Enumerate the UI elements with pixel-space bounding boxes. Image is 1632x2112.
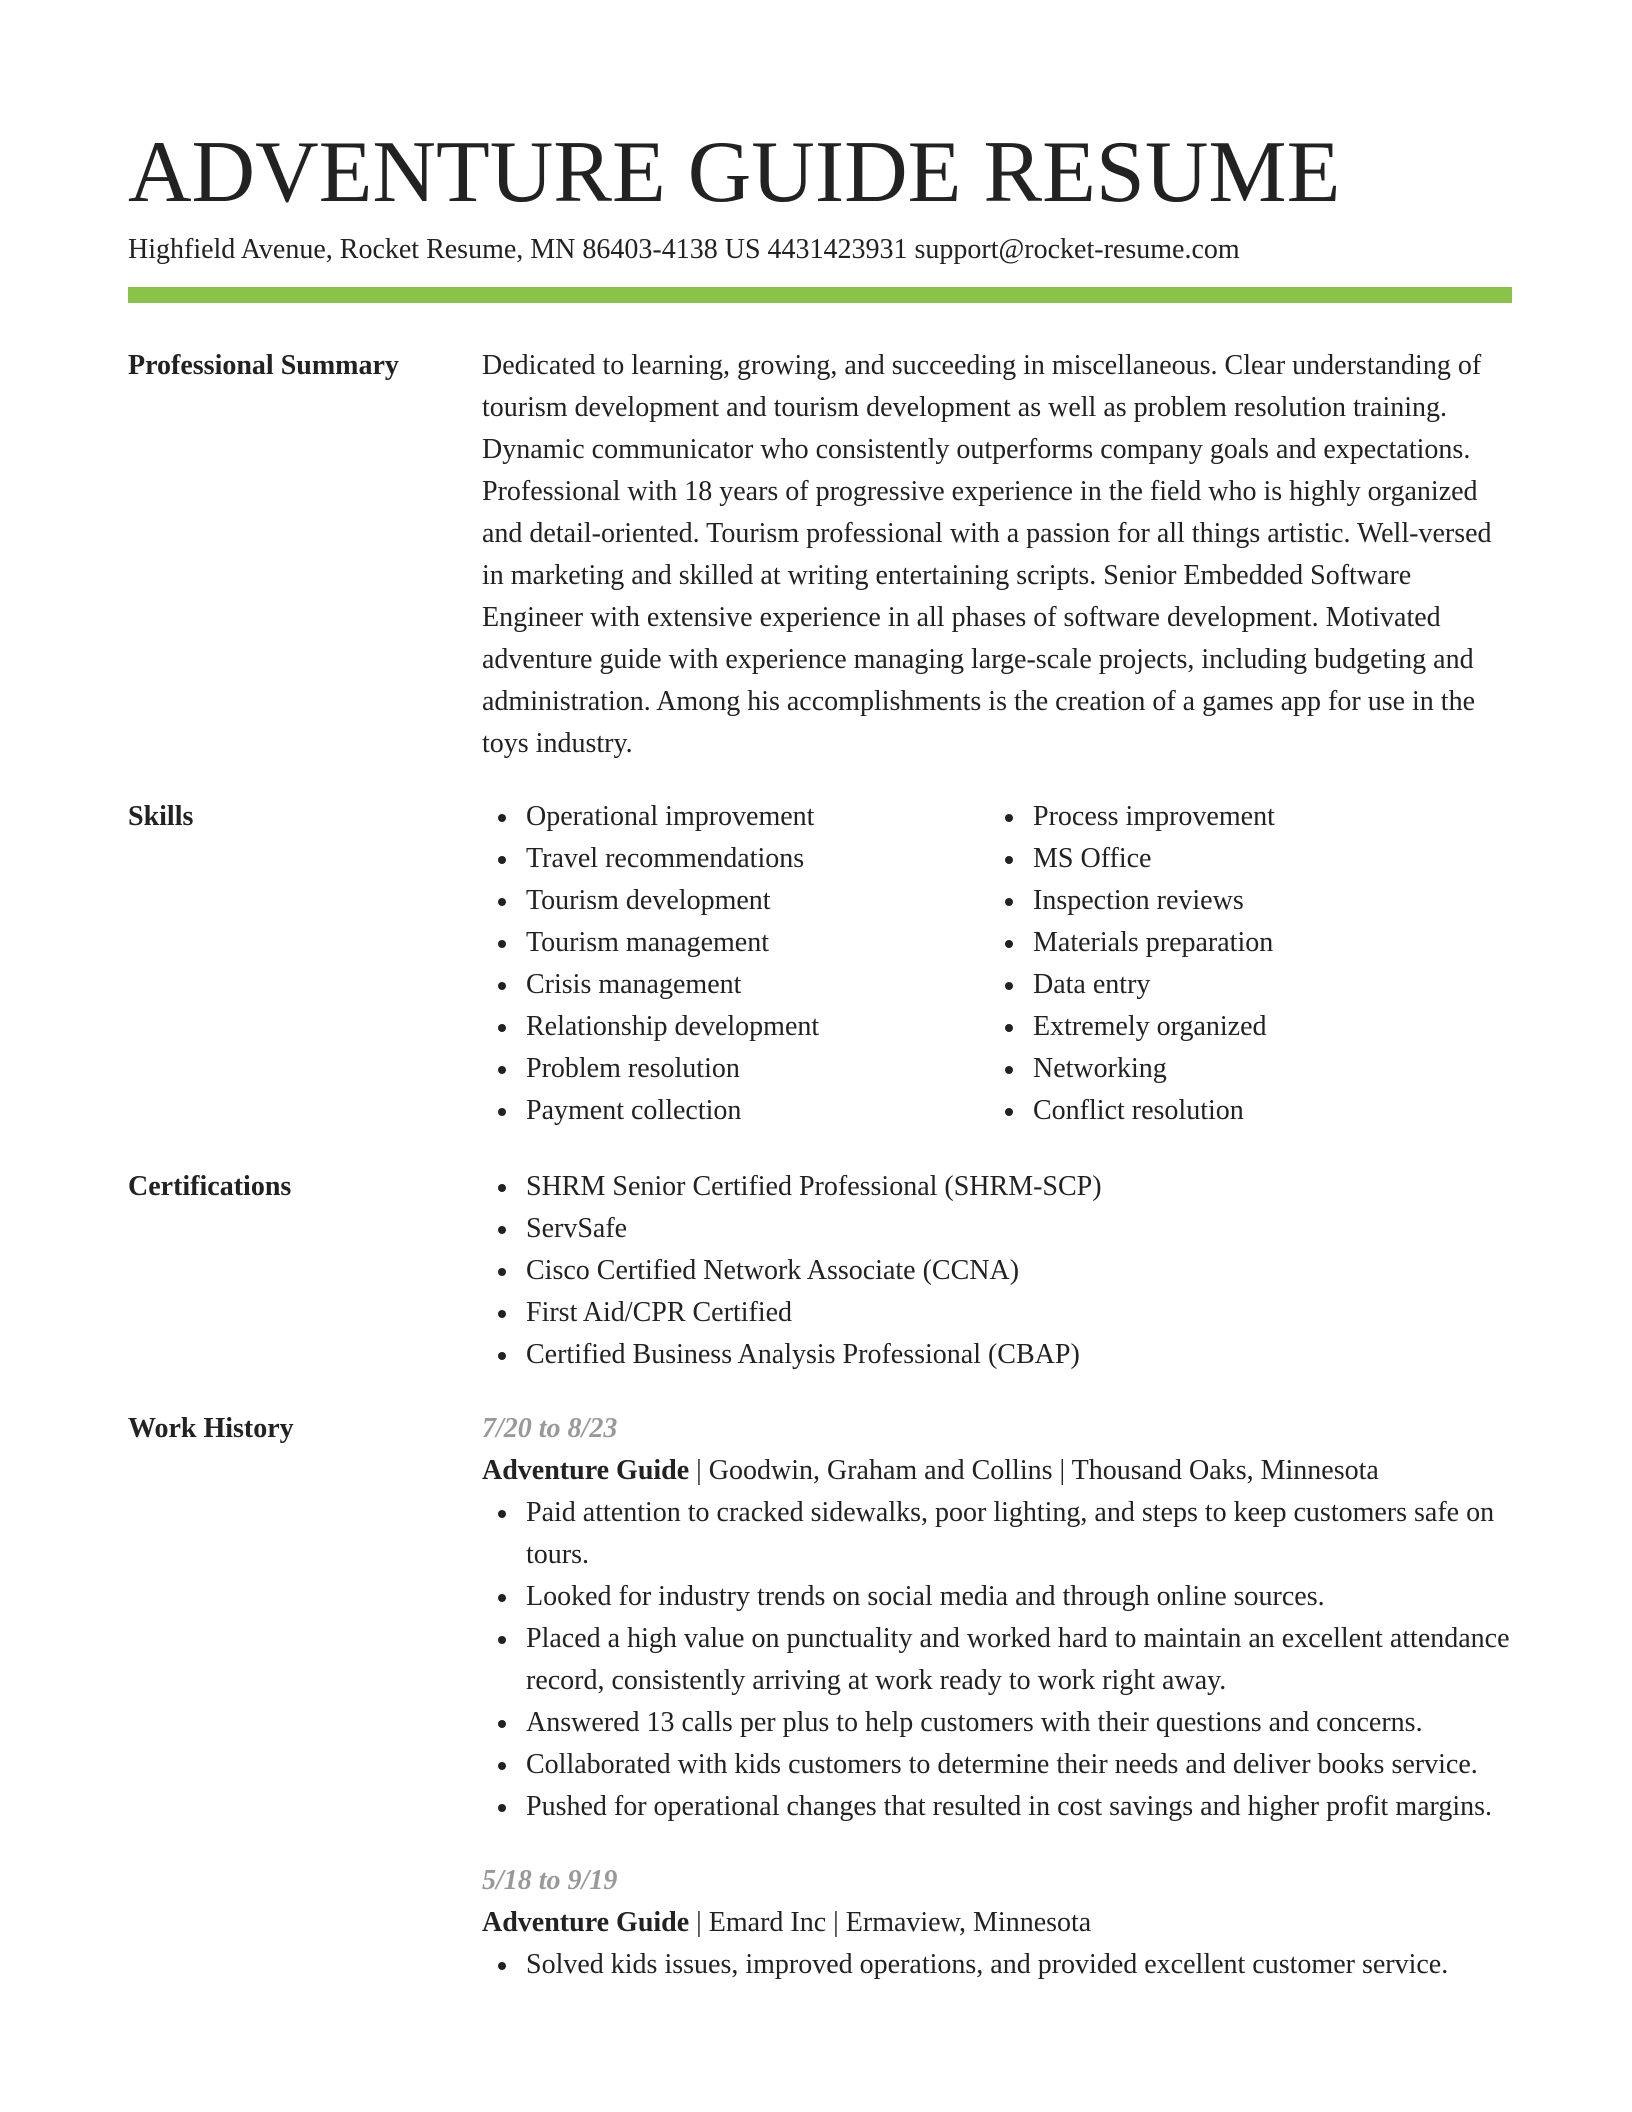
job-dates: 7/20 to 8/23 [482, 1413, 618, 1444]
skill-item: Process improvement [989, 796, 1496, 838]
skills-label: Skills [128, 801, 194, 832]
skill-item: MS Office [989, 838, 1496, 880]
skill-item: Travel recommendations [482, 838, 989, 880]
skill-item: Materials preparation [989, 922, 1496, 964]
job-heading [482, 1902, 1512, 1944]
certification-item: SHRM Senior Certified Professional (SHRM-SCP) [482, 1166, 1512, 1208]
job-dates: 5/18 to 9/19 [482, 1865, 618, 1896]
skill-item: Inspection reviews [989, 880, 1496, 922]
resume-title: ADVENTURE GUIDE RESUME [128, 124, 1341, 221]
job-bullets [482, 1944, 1512, 1986]
certifications-list [482, 1166, 1512, 1376]
accent-divider [128, 287, 1512, 303]
skills-grid [482, 796, 1512, 1132]
job-bullet: Looked for industry trends on social media and through online sources. [482, 1576, 1512, 1618]
job-title: Adventure Guide [482, 1455, 690, 1486]
job-title: Adventure Guide [482, 1907, 690, 1938]
skill-item: Tourism management [482, 922, 989, 964]
skills-column-left [482, 796, 989, 1132]
skill-item: Operational improvement [482, 796, 989, 838]
job-bullets [482, 1492, 1512, 1828]
work-history-label: Work History [128, 1413, 294, 1444]
job-entry [482, 1860, 1512, 1986]
job-bullet: Solved kids issues, improved operations, and provided excellent customer service. [482, 1944, 1512, 1986]
job-entry [482, 1408, 1512, 1828]
summary-label: Professional Summary [128, 350, 399, 381]
skill-item: Problem resolution [482, 1048, 989, 1090]
certification-item: First Aid/CPR Certified [482, 1292, 1512, 1334]
job-bullet: Collaborated with kids customers to determine their needs and deliver books service. [482, 1744, 1512, 1786]
skill-item: Networking [989, 1048, 1496, 1090]
skill-item: Crisis management [482, 964, 989, 1006]
skill-item: Tourism development [482, 880, 989, 922]
job-bullet: Pushed for operational changes that resulted in cost savings and higher profit margins. [482, 1786, 1512, 1828]
job-employer-location: | Emard Inc | Ermaview, Minnesota [689, 1907, 1092, 1938]
certifications-label: Certifications [128, 1171, 292, 1202]
skill-item: Payment collection [482, 1090, 989, 1132]
certification-item: ServSafe [482, 1208, 1512, 1250]
skill-item: Relationship development [482, 1006, 989, 1048]
certification-item: Cisco Certified Network Associate (CCNA) [482, 1250, 1512, 1292]
certification-item: Certified Business Analysis Professional (CBAP) [482, 1334, 1512, 1376]
skill-item: Data entry [989, 964, 1496, 1006]
job-bullet: Paid attention to cracked sidewalks, poor lighting, and steps to keep customers safe on tours. [482, 1492, 1512, 1576]
contact-line: Highfield Avenue, Rocket Resume, MN 86403-4138 US 4431423931 support@rocket-resume.com [128, 234, 1240, 265]
skill-item: Extremely organized [989, 1006, 1496, 1048]
job-heading [482, 1450, 1512, 1492]
job-bullet: Placed a high value on punctuality and worked hard to maintain an excellent attendance record, consistently arriving at work ready to work right away. [482, 1618, 1512, 1702]
skills-column-right [989, 796, 1496, 1132]
job-bullet: Answered 13 calls per plus to help customers with their questions and concerns. [482, 1702, 1512, 1744]
skill-item: Conflict resolution [989, 1090, 1496, 1132]
summary-text: Dedicated to learning, growing, and succeeding in miscellaneous. Clear understanding of tourism development and tourism development as well as problem resolution training. Dynamic communicator who consistently outperforms company goals and expectations. Professional with 18 years of progressive experience in the field who is highly organized and detail-oriented. Tourism professional with a passion for all things artistic. Well-versed in marketing and skilled at writing entertaining scripts. Senior Embedded Software Engineer with extensive experience in all phases of software development. Motivated adventure guide with experience managing large-scale projects, including budgeting and administration. Among his accomplishments is the creation of a games app for use in the toys industry. [482, 350, 1492, 759]
job-employer-location: | Goodwin, Graham and Collins | Thousand Oaks, Minnesota [689, 1455, 1379, 1486]
